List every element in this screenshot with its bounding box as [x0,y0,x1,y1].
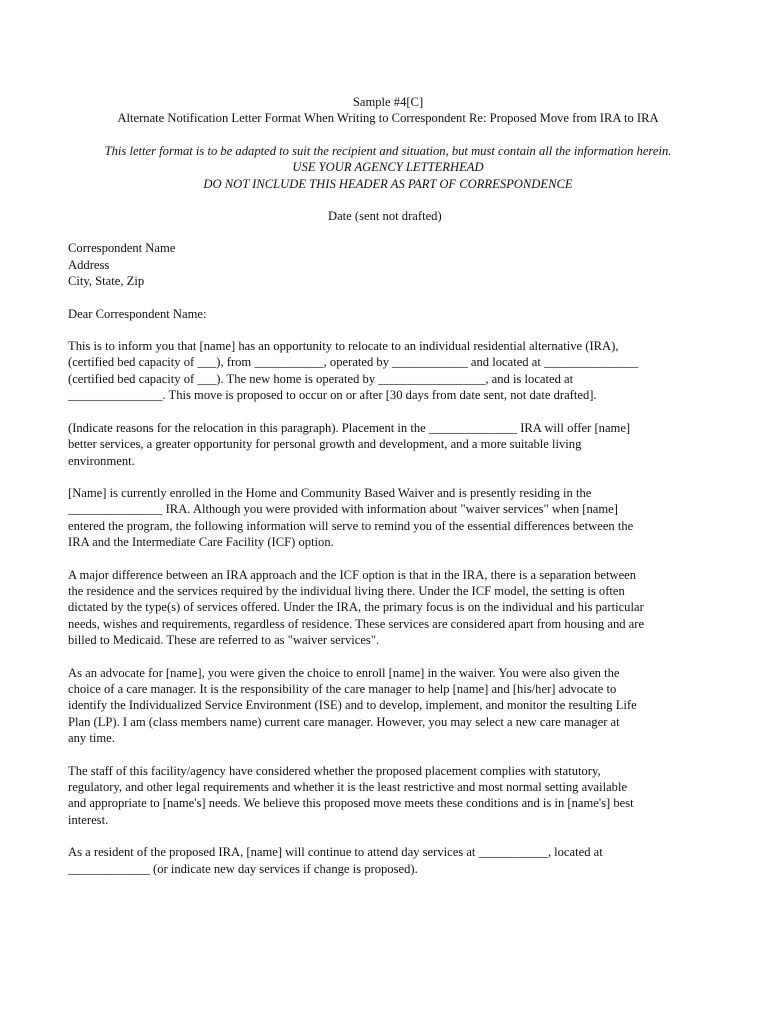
letter-body [68,338,708,877]
paragraph-line: dictated by the type(s) of services offered. Under the IRA, the primary focus is on the individual and his particular [68,600,644,615]
salutation: Dear Correspondent Name: [68,306,207,321]
body-paragraph [68,338,708,404]
letter-page [68,94,708,877]
paragraph-line: (certified bed capacity of ___), from ___________, operated by ____________ and located at _______________ [68,355,639,370]
recipient-name: Correspondent Name [68,241,176,256]
recipient-street: Address [68,257,110,272]
paragraph-line: needs, wishes and requirements, regardless of residence. These services are considered apart from housing and are [68,616,645,631]
date-line: Date (sent not drafted) [328,209,442,224]
body-paragraph [68,665,708,747]
paragraph-line: _______________ IRA. Although you were provided with information about "waiver services" when [name] [68,502,618,517]
paragraph-line: _____________ (or indicate new day services if change is proposed). [68,861,418,876]
paragraph-line: environment. [68,453,135,468]
recipient-address [68,240,708,289]
paragraph-line: any time. [68,731,115,746]
paragraph-line: choice of a care manager. It is the responsibility of the care manager to help [name] and [his/her] advocate to [68,681,617,696]
paragraph-line: A major difference between an IRA approach and the ICF option is that in the IRA, there is a separation between [68,567,637,582]
paragraph-line: Plan (LP). I am (class members name) current care manager. However, you may select a new care manager at [68,714,620,729]
paragraph-line: better services, a greater opportunity for personal growth and development, and a more suitable living [68,437,582,452]
paragraph-line: (certified bed capacity of ___). The new home is operated by _________________, and is located at [68,371,574,386]
paragraph-line: _______________. This move is proposed to occur on or after [30 days from date sent, not date drafted]. [68,388,597,403]
paragraph-line: As a resident of the proposed IRA, [name] will continue to attend day services at ___________, located at [68,845,603,860]
sample-subtitle: Alternate Notification Letter Format When Writing to Correspondent Re: Proposed Move from IRA to IRA [117,111,659,126]
sample-title: Sample #4[C] [352,95,424,109]
instruction-line: DO NOT INCLUDE THIS HEADER AS PART OF CORRESPONDENCE [203,176,573,191]
paragraph-line: and appropriate to [name's] needs. We believe this proposed move meets these conditions and is in [name's] best [68,796,634,811]
paragraph-line: This is to inform you that [name] has an opportunity to relocate to an individual residential alternative (IRA), [68,339,619,354]
paragraph-line: the residence and the services required by the individual living there. Under the ICF model, the setting is often [68,583,625,598]
paragraph-line: billed to Medicaid. These are referred to as "waiver services". [68,633,380,648]
format-instructions [68,143,708,192]
letter-header [68,94,708,127]
body-paragraph [68,420,708,469]
paragraph-line: The staff of this facility/agency have considered whether the proposed placement complies with statutory, [68,763,601,778]
paragraph-line: [Name] is currently enrolled in the Home and Community Based Waiver and is presently residing in the [68,485,592,500]
instruction-line: USE YOUR AGENCY LETTERHEAD [292,160,484,175]
paragraph-line: identify the Individualized Service Environment (ISE) and to develop, implement, and monitor the resulting Life [68,698,637,713]
body-paragraph [68,485,708,551]
paragraph-line: regulatory, and other legal requirements and whether it is the least restrictive and most normal setting available [68,780,628,794]
body-paragraph [68,567,708,649]
paragraph-line: As an advocate for [name], you were given the choice to enroll [name] in the waiver. You were also given the [68,665,620,680]
paragraph-line: entered the program, the following information will serve to remind you of the essential differences between the [68,518,634,533]
recipient-city: City, State, Zip [68,274,145,289]
instruction-line: This letter format is to be adapted to suit the recipient and situation, but must contain all the information herein. [104,143,672,158]
paragraph-line: IRA and the Intermediate Care Facility (ICF) option. [68,535,334,550]
body-paragraph [68,763,708,829]
body-paragraph [68,844,708,877]
paragraph-line: (Indicate reasons for the relocation in this paragraph). Placement in the ______________ IRA will offer [name] [68,420,631,435]
paragraph-line: interest. [68,812,109,827]
